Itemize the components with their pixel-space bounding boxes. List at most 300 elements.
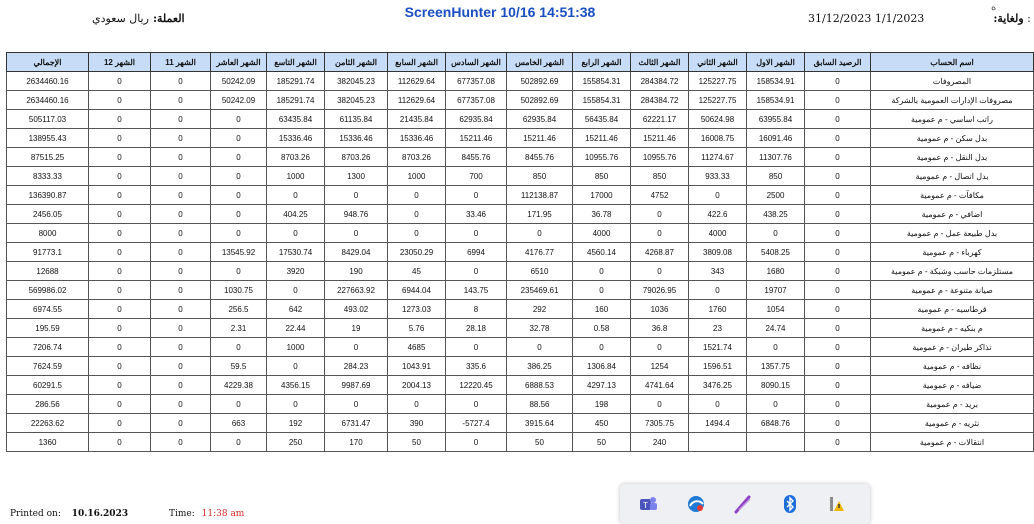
amount-cell: 63955.84	[747, 110, 805, 129]
amount-cell: 125227.75	[689, 91, 747, 110]
amount-cell: 642	[267, 300, 325, 319]
amount-cell: 6731.47	[325, 414, 388, 433]
amount-cell: 8429.04	[325, 243, 388, 262]
amount-cell: 1494.4	[689, 414, 747, 433]
amount-cell: 24.74	[747, 319, 805, 338]
table-row	[7, 186, 1034, 205]
currency-field	[92, 12, 185, 25]
amount-cell: 292	[507, 300, 573, 319]
amount-cell: 284384.72	[631, 72, 689, 91]
bluetooth-icon[interactable]	[780, 494, 800, 514]
amount-cell: 1273.03	[388, 300, 446, 319]
amount-cell: 0	[151, 186, 211, 205]
amount-cell: 2634460.16	[7, 91, 89, 110]
amount-cell: 3809.08	[689, 243, 747, 262]
amount-cell: 0	[805, 262, 871, 281]
table-row	[7, 376, 1034, 395]
amount-cell: 190	[325, 262, 388, 281]
period-to-label: ولغاية:	[993, 12, 1024, 25]
amount-cell: 0	[267, 281, 325, 300]
amount-cell: 0.58	[573, 319, 631, 338]
amount-cell: 0	[631, 395, 689, 414]
amount-cell: 36.78	[573, 205, 631, 224]
amount-cell	[747, 433, 805, 452]
amount-cell: 0	[89, 338, 151, 357]
amount-cell: 0	[211, 338, 267, 357]
currency-value: ريال سعودي	[92, 12, 149, 25]
amount-cell: 8455.76	[446, 148, 507, 167]
column-header: الشهر التاسع	[267, 53, 325, 72]
amount-cell: 0	[211, 148, 267, 167]
amount-cell: 0	[89, 262, 151, 281]
amount-cell: 11307.76	[747, 148, 805, 167]
amount-cell: 192	[267, 414, 325, 433]
amount-cell: 0	[805, 376, 871, 395]
account-name-cell: بدل سكن - م عمومية	[871, 129, 1034, 148]
amount-cell: 235469.61	[507, 281, 573, 300]
amount-cell: 11274.67	[689, 148, 747, 167]
amount-cell: 0	[89, 300, 151, 319]
amount-cell: 0	[805, 357, 871, 376]
warning-icon[interactable]	[827, 494, 847, 514]
amount-cell: 0	[89, 148, 151, 167]
table-row	[7, 414, 1034, 433]
amount-cell: 158534.91	[747, 72, 805, 91]
amount-cell: 0	[89, 91, 151, 110]
amount-cell: 138955.43	[7, 129, 89, 148]
amount-cell: 6974.55	[7, 300, 89, 319]
amount-cell: 850	[631, 167, 689, 186]
amount-cell: 112138.87	[507, 186, 573, 205]
amount-cell: 677357.08	[446, 91, 507, 110]
amount-cell: 143.75	[446, 281, 507, 300]
amount-cell: 21435.84	[388, 110, 446, 129]
amount-cell: 933.33	[689, 167, 747, 186]
amount-cell: 4297.13	[573, 376, 631, 395]
amount-cell: 0	[211, 262, 267, 281]
amount-cell: 0	[747, 224, 805, 243]
amount-cell: 0	[151, 110, 211, 129]
amount-cell: 28.18	[446, 319, 507, 338]
table-row	[7, 72, 1034, 91]
amount-cell: 2500	[747, 186, 805, 205]
column-header: الشهر 11	[151, 53, 211, 72]
amount-cell: 0	[89, 186, 151, 205]
amount-cell: 0	[211, 433, 267, 452]
amount-cell: 3476.25	[689, 376, 747, 395]
amount-cell: 286.56	[7, 395, 89, 414]
amount-cell: 0	[631, 262, 689, 281]
amount-cell: 0	[388, 224, 446, 243]
amount-cell: 0	[446, 338, 507, 357]
amount-cell: 0	[151, 281, 211, 300]
amount-cell: 112629.64	[388, 91, 446, 110]
table-row	[7, 281, 1034, 300]
amount-cell: 10955.76	[631, 148, 689, 167]
column-header: الشهر العاشر	[211, 53, 267, 72]
amount-cell: 61135.84	[325, 110, 388, 129]
amount-cell: 0	[211, 224, 267, 243]
amount-cell: 0	[805, 129, 871, 148]
amount-cell: 493.02	[325, 300, 388, 319]
account-name-cell: بدل النقل - م عمومية	[871, 148, 1034, 167]
amount-cell: 0	[689, 281, 747, 300]
print-footer	[10, 509, 244, 519]
table-row	[7, 91, 1034, 110]
amount-cell: 0	[89, 376, 151, 395]
amount-cell: 15211.46	[573, 129, 631, 148]
amount-cell: 0	[89, 129, 151, 148]
amount-cell: 948.76	[325, 205, 388, 224]
period-to-date: 31/12/2023	[808, 12, 872, 25]
column-header: الشهر السابع	[388, 53, 446, 72]
amount-cell: 1521.74	[689, 338, 747, 357]
amount-cell: 17000	[573, 186, 631, 205]
table-row	[7, 338, 1034, 357]
column-header: الرصيد السابق	[805, 53, 871, 72]
amount-cell: 0	[151, 319, 211, 338]
printed-date: 10.16.2023	[71, 509, 129, 519]
amount-cell: 382045.23	[325, 72, 388, 91]
amount-cell: 0	[805, 414, 871, 433]
amount-cell: 0	[631, 338, 689, 357]
feather-icon[interactable]	[733, 494, 753, 514]
account-name-cell: المصروفات	[871, 72, 1034, 91]
amount-cell: 0	[89, 224, 151, 243]
amount-cell: 0	[151, 414, 211, 433]
amount-cell: 284.23	[325, 357, 388, 376]
period-from-date: 1/1/2023	[874, 12, 925, 25]
amount-cell: 0	[89, 110, 151, 129]
amount-cell: 45	[388, 262, 446, 281]
amount-cell: 0	[89, 357, 151, 376]
amount-cell: 0	[151, 338, 211, 357]
amount-cell: 0	[325, 395, 388, 414]
amount-cell: 50624.98	[689, 110, 747, 129]
amount-cell: 0	[446, 395, 507, 414]
accounts-table	[6, 52, 1034, 452]
amount-cell: 15211.46	[446, 129, 507, 148]
amount-cell: 569986.02	[7, 281, 89, 300]
amount-cell: 160	[573, 300, 631, 319]
account-name-cell: م بنكيه - م عمومية	[871, 319, 1034, 338]
amount-cell: 91773.1	[7, 243, 89, 262]
amount-cell: 0	[151, 224, 211, 243]
amount-cell: 0	[631, 205, 689, 224]
amount-cell: 0	[89, 414, 151, 433]
amount-cell: 0	[211, 395, 267, 414]
browser-icon[interactable]	[686, 494, 706, 514]
amount-cell: 382045.23	[325, 91, 388, 110]
amount-cell: 0	[151, 357, 211, 376]
amount-cell: 0	[211, 167, 267, 186]
amount-cell: 343	[689, 262, 747, 281]
amount-cell: 0	[267, 357, 325, 376]
amount-cell: 700	[446, 167, 507, 186]
amount-cell: 227663.92	[325, 281, 388, 300]
amount-cell: 2634460.16	[7, 72, 89, 91]
amount-cell: 1596.51	[689, 357, 747, 376]
account-name-cell: اضافي - م عمومية	[871, 205, 1034, 224]
amount-cell: 15336.46	[388, 129, 446, 148]
amount-cell: 6944.04	[388, 281, 446, 300]
amount-cell: 0	[507, 338, 573, 357]
amount-cell: 0	[805, 167, 871, 186]
report-period	[808, 12, 1031, 25]
amount-cell: 4752	[631, 186, 689, 205]
printed-label: Printed on:	[10, 509, 61, 519]
account-name-cell: كهرباء - م عمومية	[871, 243, 1034, 262]
amount-cell: 50	[507, 433, 573, 452]
amount-cell: 4741.64	[631, 376, 689, 395]
table-row	[7, 433, 1034, 452]
amount-cell: 4000	[689, 224, 747, 243]
table-row	[7, 357, 1034, 376]
amount-cell: 0	[573, 281, 631, 300]
amount-cell: 16091.46	[747, 129, 805, 148]
amount-cell	[689, 433, 747, 452]
account-name-cell: بدل اتصال - م عمومية	[871, 167, 1034, 186]
amount-cell: 1254	[631, 357, 689, 376]
amount-cell: 1357.75	[747, 357, 805, 376]
amount-cell: 0	[805, 205, 871, 224]
amount-cell: 155854.31	[573, 91, 631, 110]
amount-cell: 185291.74	[267, 72, 325, 91]
amount-cell: 256.5	[211, 300, 267, 319]
amount-cell: 4000	[573, 224, 631, 243]
amount-cell: 0	[211, 129, 267, 148]
amount-cell: 112629.64	[388, 72, 446, 91]
amount-cell: -5727.4	[446, 414, 507, 433]
report-header	[0, 0, 1031, 50]
amount-cell: 0	[151, 243, 211, 262]
amount-cell: 1760	[689, 300, 747, 319]
amount-cell: 16008.75	[689, 129, 747, 148]
amount-cell: 19707	[747, 281, 805, 300]
amount-cell: 13545.92	[211, 243, 267, 262]
screenhunter-caption: ScreenHunter 10/16 14:51:38	[404, 4, 596, 20]
amount-cell: 59.5	[211, 357, 267, 376]
amount-cell: 0	[805, 186, 871, 205]
amount-cell: 62935.84	[446, 110, 507, 129]
amount-cell: 1300	[325, 167, 388, 186]
amount-cell: 155854.31	[573, 72, 631, 91]
amount-cell: 0	[388, 205, 446, 224]
amount-cell: 50	[573, 433, 631, 452]
amount-cell: 1360	[7, 433, 89, 452]
amount-cell: 505117.03	[7, 110, 89, 129]
amount-cell: 240	[631, 433, 689, 452]
amount-cell: 15211.46	[631, 129, 689, 148]
amount-cell: 56435.84	[573, 110, 631, 129]
amount-cell: 0	[446, 262, 507, 281]
column-header: الإجمالي	[7, 53, 89, 72]
amount-cell: 0	[89, 319, 151, 338]
amount-cell: 15336.46	[267, 129, 325, 148]
amount-cell: 0	[446, 433, 507, 452]
amount-cell: 0	[151, 433, 211, 452]
amount-cell: 0	[89, 281, 151, 300]
amount-cell: 15336.46	[325, 129, 388, 148]
amount-cell: 22263.62	[7, 414, 89, 433]
amount-cell: 19	[325, 319, 388, 338]
table-row	[7, 205, 1034, 224]
amount-cell: 0	[805, 243, 871, 262]
account-name-cell: مستلزمات حاسب وشبكة - م عمومية	[871, 262, 1034, 281]
amount-cell: 0	[89, 433, 151, 452]
amount-cell: 0	[805, 110, 871, 129]
amount-cell: 0	[446, 186, 507, 205]
currency-label: العملة:	[152, 12, 185, 25]
corner-mark: ه	[991, 2, 997, 13]
amount-cell: 6994	[446, 243, 507, 262]
amount-cell: 438.25	[747, 205, 805, 224]
amount-cell: 3920	[267, 262, 325, 281]
time-value: 11:38 am	[201, 509, 245, 519]
amount-cell: 125227.75	[689, 72, 747, 91]
account-name-cell: تذاكر طيران - م عمومية	[871, 338, 1034, 357]
amount-cell: 1000	[388, 167, 446, 186]
amount-cell: 502892.69	[507, 72, 573, 91]
column-header: الشهر الثامن	[325, 53, 388, 72]
amount-cell: 335.6	[446, 357, 507, 376]
amount-cell: 2456.05	[7, 205, 89, 224]
amount-cell: 0	[573, 262, 631, 281]
amount-cell: 33.46	[446, 205, 507, 224]
amount-cell: 9987.69	[325, 376, 388, 395]
amount-cell: 4268.87	[631, 243, 689, 262]
amount-cell: 5.76	[388, 319, 446, 338]
amount-cell: 0	[747, 338, 805, 357]
account-name-cell: ضيافه - م عمومية	[871, 376, 1034, 395]
amount-cell: 0	[805, 433, 871, 452]
amount-cell: 4356.15	[267, 376, 325, 395]
amount-cell: 36.8	[631, 319, 689, 338]
amount-cell: 63435.84	[267, 110, 325, 129]
amount-cell: 4685	[388, 338, 446, 357]
amount-cell: 0	[151, 72, 211, 91]
amount-cell: 1043.91	[388, 357, 446, 376]
table-row	[7, 262, 1034, 281]
amount-cell: 8703.26	[388, 148, 446, 167]
table-row	[7, 395, 1034, 414]
amount-cell: 170	[325, 433, 388, 452]
amount-cell: 62935.84	[507, 110, 573, 129]
amount-cell: 0	[631, 224, 689, 243]
amount-cell: 850	[573, 167, 631, 186]
period-colon: :	[1027, 12, 1031, 25]
amount-cell: 1054	[747, 300, 805, 319]
amount-cell: 0	[325, 186, 388, 205]
table-row	[7, 167, 1034, 186]
amount-cell: 850	[747, 167, 805, 186]
amount-cell: 0	[388, 186, 446, 205]
amount-cell: 50242.09	[211, 72, 267, 91]
time-label: Time:	[168, 509, 195, 519]
table-row	[7, 224, 1034, 243]
account-name-cell: صيانة متنوعة - م عمومية	[871, 281, 1034, 300]
table-row	[7, 110, 1034, 129]
amount-cell: 450	[573, 414, 631, 433]
account-name-cell: نثريه - م عمومية	[871, 414, 1034, 433]
amount-cell: 8090.15	[747, 376, 805, 395]
table-body	[7, 72, 1034, 452]
amount-cell: 677357.08	[446, 72, 507, 91]
column-header: الشهر الخامس	[507, 53, 573, 72]
amount-cell: 0	[151, 205, 211, 224]
amount-cell: 0	[805, 281, 871, 300]
amount-cell: 386.25	[507, 357, 573, 376]
amount-cell: 3915.64	[507, 414, 573, 433]
amount-cell: 250	[267, 433, 325, 452]
amount-cell: 4560.14	[573, 243, 631, 262]
table-row	[7, 300, 1034, 319]
amount-cell: 0	[89, 72, 151, 91]
amount-cell: 7624.59	[7, 357, 89, 376]
column-header: اسم الحساب	[871, 53, 1034, 72]
amount-cell: 8000	[7, 224, 89, 243]
teams-icon[interactable]	[638, 494, 658, 514]
taskbar-tray	[620, 484, 870, 524]
amount-cell: 0	[805, 91, 871, 110]
amount-cell: 17530.74	[267, 243, 325, 262]
amount-cell: 0	[507, 224, 573, 243]
amount-cell: 4229.38	[211, 376, 267, 395]
amount-cell: 88.56	[507, 395, 573, 414]
account-name-cell: انتقالات - م عمومية	[871, 433, 1034, 452]
amount-cell: 0	[689, 395, 747, 414]
svg-text:T: T	[643, 501, 648, 510]
amount-cell: 404.25	[267, 205, 325, 224]
amount-cell: 0	[89, 243, 151, 262]
amount-cell: 0	[805, 319, 871, 338]
amount-cell: 663	[211, 414, 267, 433]
amount-cell: 0	[446, 224, 507, 243]
amount-cell: 0	[89, 167, 151, 186]
amount-cell: 6510	[507, 262, 573, 281]
amount-cell: 23	[689, 319, 747, 338]
amount-cell: 0	[805, 395, 871, 414]
amount-cell: 7206.74	[7, 338, 89, 357]
amount-cell: 390	[388, 414, 446, 433]
amount-cell: 4176.77	[507, 243, 573, 262]
account-name-cell: بدل طبيعة عمل - م عمومية	[871, 224, 1034, 243]
amount-cell: 502892.69	[507, 91, 573, 110]
amount-cell: 0	[805, 148, 871, 167]
amount-cell: 0	[388, 395, 446, 414]
amount-cell: 136390.87	[7, 186, 89, 205]
table-row	[7, 243, 1034, 262]
amount-cell: 0	[151, 300, 211, 319]
amount-cell: 195.59	[7, 319, 89, 338]
amount-cell: 0	[89, 395, 151, 414]
table-row	[7, 129, 1034, 148]
amount-cell: 0	[151, 148, 211, 167]
amount-cell: 0	[805, 338, 871, 357]
amount-cell: 10955.76	[573, 148, 631, 167]
amount-cell: 6888.53	[507, 376, 573, 395]
amount-cell: 0	[325, 224, 388, 243]
amount-cell: 0	[267, 395, 325, 414]
account-name-cell: بريد - م عمومية	[871, 395, 1034, 414]
amount-cell: 12688	[7, 262, 89, 281]
amount-cell: 0	[151, 129, 211, 148]
amount-cell: 0	[805, 300, 871, 319]
amount-cell: 0	[267, 186, 325, 205]
amount-cell: 32.78	[507, 319, 573, 338]
column-header: الشهر الثالث	[631, 53, 689, 72]
amount-cell: 7305.75	[631, 414, 689, 433]
